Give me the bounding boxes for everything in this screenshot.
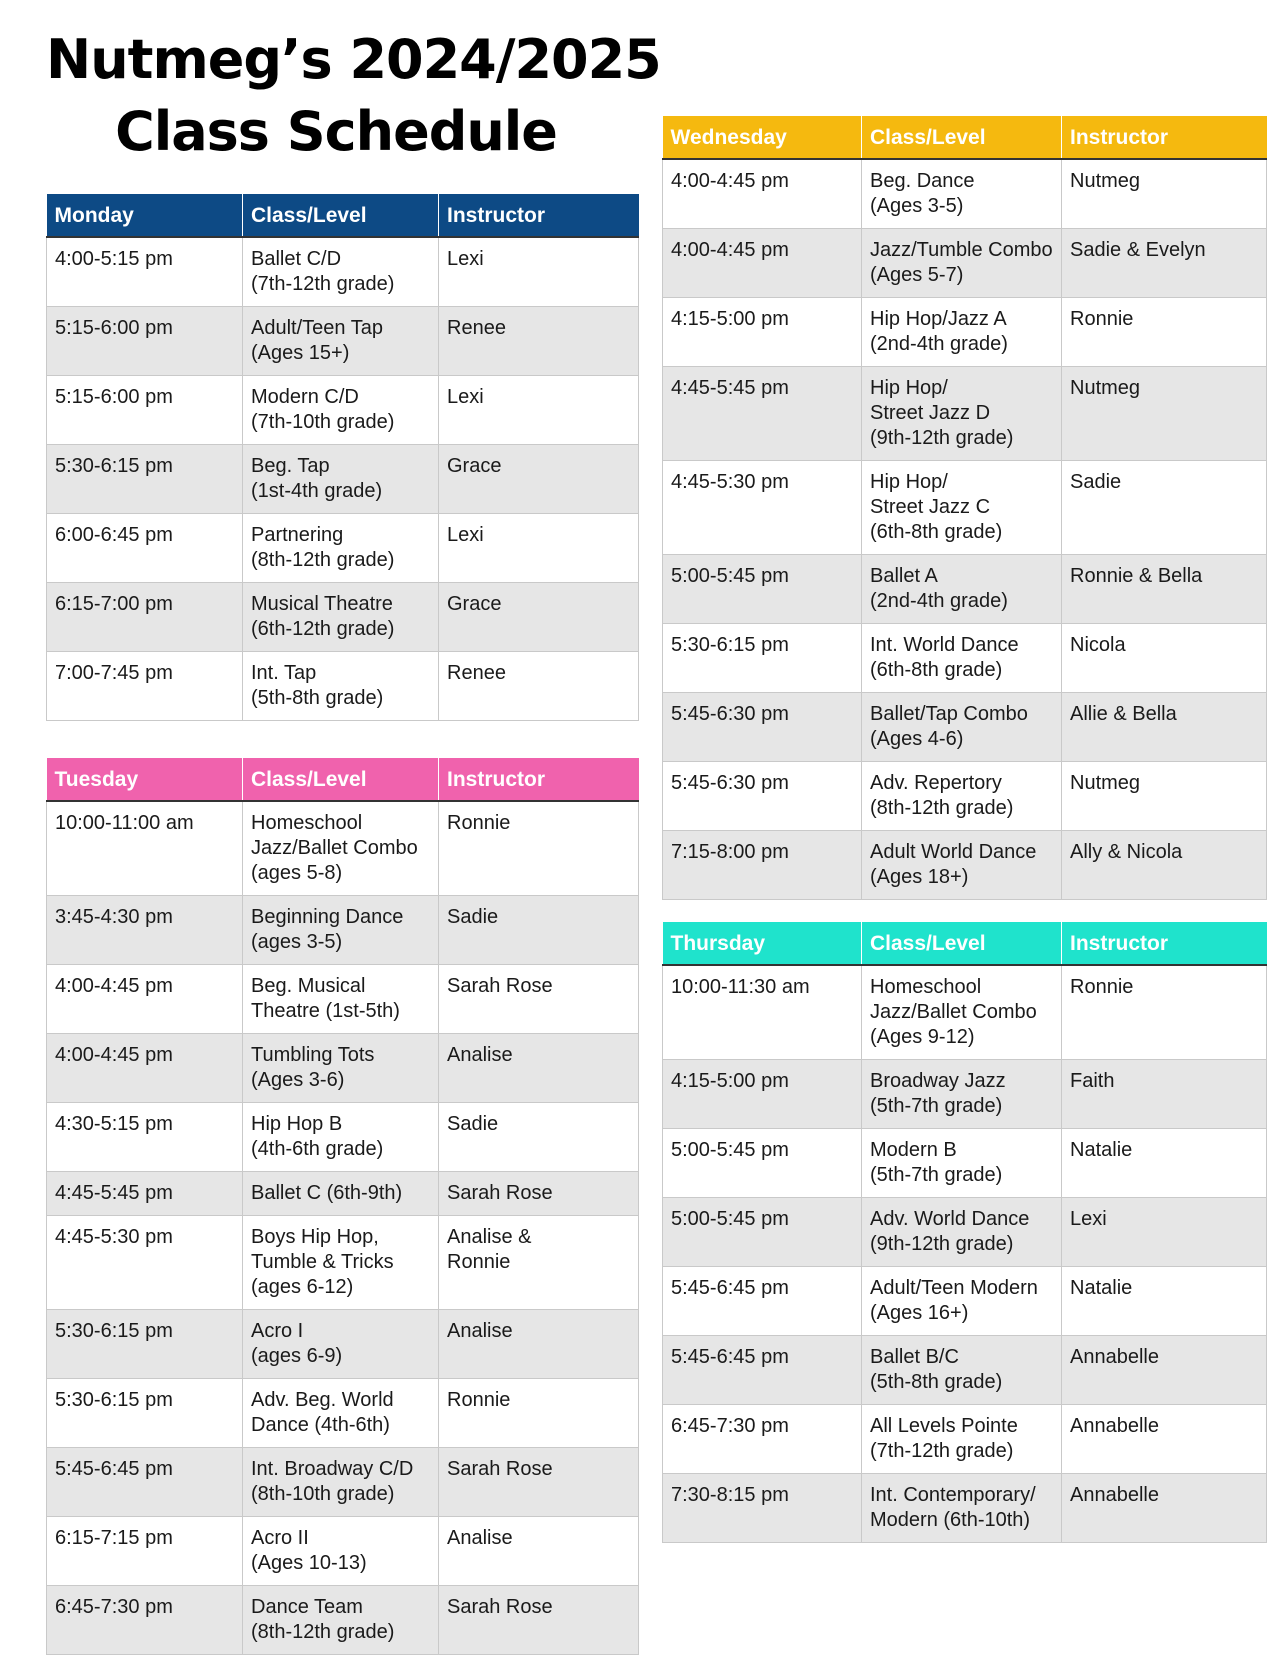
table-row: [47, 445, 639, 514]
cell-time: 6:15-7:00 pm: [47, 583, 243, 652]
cell-class-level: Adult/Teen Tap (Ages 15+): [243, 307, 439, 376]
cell-instructor: Nicola: [1062, 624, 1267, 693]
cell-class-level: Acro I (ages 6-9): [243, 1310, 439, 1379]
cell-time: 5:45-6:30 pm: [663, 762, 862, 831]
table-row: [663, 1336, 1267, 1405]
cell-instructor: Lexi: [439, 514, 639, 583]
table-row: [47, 1517, 639, 1586]
header-instructor: Instructor: [439, 194, 639, 237]
cell-instructor: Ronnie: [1062, 965, 1267, 1060]
cell-time: 4:45-5:30 pm: [47, 1216, 243, 1310]
tuesday-schedule-table: [46, 758, 639, 1655]
cell-time: 7:15-8:00 pm: [663, 831, 862, 900]
cell-time: 4:00-4:45 pm: [663, 159, 862, 229]
cell-class-level: Beg. Dance (Ages 3-5): [862, 159, 1062, 229]
cell-instructor: Lexi: [1062, 1198, 1267, 1267]
cell-class-level: Ballet/Tap Combo (Ages 4-6): [862, 693, 1062, 762]
cell-time: 6:45-7:30 pm: [47, 1586, 243, 1655]
header-time: Monday: [47, 194, 243, 237]
cell-class-level: Partnering (8th-12th grade): [243, 514, 439, 583]
cell-instructor: Sadie: [439, 896, 639, 965]
cell-class-level: Beg. Tap (1st-4th grade): [243, 445, 439, 514]
table-row: [663, 965, 1267, 1060]
cell-time: 5:45-6:30 pm: [663, 693, 862, 762]
table-row: [47, 237, 639, 307]
table-row: [663, 298, 1267, 367]
cell-class-level: Hip Hop B (4th-6th grade): [243, 1103, 439, 1172]
cell-instructor: Sadie: [1062, 461, 1267, 555]
table-row: [47, 965, 639, 1034]
cell-instructor: Sadie & Evelyn: [1062, 229, 1267, 298]
cell-instructor: Analise & Ronnie: [439, 1216, 639, 1310]
cell-class-level: Homeschool Jazz/Ballet Combo (ages 5-8): [243, 801, 439, 896]
table-row: [47, 652, 639, 721]
cell-class-level: Ballet C/D (7th-12th grade): [243, 237, 439, 307]
cell-instructor: Sadie: [439, 1103, 639, 1172]
title-line-2: Class Schedule: [115, 100, 557, 163]
cell-class-level: Modern B (5th-7th grade): [862, 1129, 1062, 1198]
cell-time: 5:30-6:15 pm: [47, 1310, 243, 1379]
thursday-schedule-table: [662, 922, 1267, 1543]
cell-time: 5:00-5:45 pm: [663, 555, 862, 624]
cell-time: 4:15-5:00 pm: [663, 298, 862, 367]
table-header-row: [663, 116, 1267, 159]
table-row: [663, 693, 1267, 762]
table-row: [663, 555, 1267, 624]
table-row: [47, 583, 639, 652]
cell-instructor: Sarah Rose: [439, 965, 639, 1034]
cell-class-level: Adv. Repertory (8th-12th grade): [862, 762, 1062, 831]
cell-instructor: Annabelle: [1062, 1474, 1267, 1543]
cell-time: 5:15-6:00 pm: [47, 307, 243, 376]
cell-instructor: Grace: [439, 445, 639, 514]
table-row: [47, 1379, 639, 1448]
cell-instructor: Renee: [439, 652, 639, 721]
cell-time: 7:30-8:15 pm: [663, 1474, 862, 1543]
cell-instructor: Ally & Nicola: [1062, 831, 1267, 900]
cell-class-level: Adv. World Dance (9th-12th grade): [862, 1198, 1062, 1267]
cell-time: 5:00-5:45 pm: [663, 1198, 862, 1267]
cell-class-level: Int. Contemporary/ Modern (6th-10th): [862, 1474, 1062, 1543]
table-row: [47, 1448, 639, 1517]
table-row: [663, 1129, 1267, 1198]
table-row: [663, 159, 1267, 229]
table-row: [663, 229, 1267, 298]
cell-class-level: Ballet C (6th-9th): [243, 1172, 439, 1216]
cell-time: 5:30-6:15 pm: [47, 1379, 243, 1448]
header-instructor: Instructor: [439, 758, 639, 801]
table-row: [663, 1267, 1267, 1336]
header-class-level: Class/Level: [862, 922, 1062, 965]
cell-class-level: Hip Hop/Jazz A (2nd-4th grade): [862, 298, 1062, 367]
table-row: [47, 896, 639, 965]
cell-instructor: Analise: [439, 1034, 639, 1103]
cell-time: 5:00-5:45 pm: [663, 1129, 862, 1198]
cell-instructor: Faith: [1062, 1060, 1267, 1129]
cell-instructor: Ronnie & Bella: [1062, 555, 1267, 624]
cell-class-level: Int. World Dance (6th-8th grade): [862, 624, 1062, 693]
cell-instructor: Lexi: [439, 376, 639, 445]
cell-time: 5:30-6:15 pm: [663, 624, 862, 693]
table-row: [47, 1034, 639, 1103]
table-row: [47, 1172, 639, 1216]
cell-instructor: Grace: [439, 583, 639, 652]
cell-time: 5:45-6:45 pm: [663, 1336, 862, 1405]
cell-class-level: Broadway Jazz (5th-7th grade): [862, 1060, 1062, 1129]
cell-time: 4:00-4:45 pm: [47, 965, 243, 1034]
table-row: [47, 376, 639, 445]
cell-instructor: Lexi: [439, 237, 639, 307]
cell-time: 5:45-6:45 pm: [663, 1267, 862, 1336]
cell-class-level: Hip Hop/ Street Jazz D (9th-12th grade): [862, 367, 1062, 461]
cell-instructor: Annabelle: [1062, 1405, 1267, 1474]
table-row: [47, 514, 639, 583]
cell-time: 5:45-6:45 pm: [47, 1448, 243, 1517]
cell-instructor: Sarah Rose: [439, 1448, 639, 1517]
cell-instructor: Allie & Bella: [1062, 693, 1267, 762]
monday-schedule-table: [46, 194, 639, 721]
cell-time: 4:00-4:45 pm: [663, 229, 862, 298]
cell-instructor: Ronnie: [439, 801, 639, 896]
cell-class-level: Homeschool Jazz/Ballet Combo (Ages 9-12): [862, 965, 1062, 1060]
header-time: Tuesday: [47, 758, 243, 801]
cell-instructor: Analise: [439, 1310, 639, 1379]
table-row: [663, 461, 1267, 555]
header-class-level: Class/Level: [243, 758, 439, 801]
cell-time: 4:00-4:45 pm: [47, 1034, 243, 1103]
cell-class-level: Tumbling Tots (Ages 3-6): [243, 1034, 439, 1103]
cell-time: 10:00-11:30 am: [663, 965, 862, 1060]
cell-class-level: Adv. Beg. World Dance (4th-6th): [243, 1379, 439, 1448]
page-title: [46, 24, 661, 168]
cell-time: 4:00-5:15 pm: [47, 237, 243, 307]
table-header-row: [47, 194, 639, 237]
cell-class-level: Acro II (Ages 10-13): [243, 1517, 439, 1586]
cell-class-level: Ballet B/C (5th-8th grade): [862, 1336, 1062, 1405]
header-class-level: Class/Level: [243, 194, 439, 237]
cell-time: 5:15-6:00 pm: [47, 376, 243, 445]
cell-time: 5:30-6:15 pm: [47, 445, 243, 514]
table-row: [663, 1198, 1267, 1267]
table-header-row: [663, 922, 1267, 965]
table-row: [47, 1586, 639, 1655]
cell-class-level: Dance Team (8th-12th grade): [243, 1586, 439, 1655]
cell-class-level: All Levels Pointe (7th-12th grade): [862, 1405, 1062, 1474]
cell-instructor: Sarah Rose: [439, 1586, 639, 1655]
cell-instructor: Ronnie: [1062, 298, 1267, 367]
cell-class-level: Musical Theatre (6th-12th grade): [243, 583, 439, 652]
cell-class-level: Hip Hop/ Street Jazz C (6th-8th grade): [862, 461, 1062, 555]
table-row: [47, 801, 639, 896]
table-header-row: [47, 758, 639, 801]
cell-class-level: Beg. Musical Theatre (1st-5th): [243, 965, 439, 1034]
cell-class-level: Jazz/Tumble Combo (Ages 5-7): [862, 229, 1062, 298]
cell-time: 10:00-11:00 am: [47, 801, 243, 896]
cell-time: 4:45-5:45 pm: [663, 367, 862, 461]
cell-class-level: Ballet A (2nd-4th grade): [862, 555, 1062, 624]
header-instructor: Instructor: [1062, 116, 1267, 159]
table-row: [663, 624, 1267, 693]
cell-time: 4:15-5:00 pm: [663, 1060, 862, 1129]
cell-class-level: Beginning Dance (ages 3-5): [243, 896, 439, 965]
cell-time: 4:45-5:30 pm: [663, 461, 862, 555]
cell-instructor: Ronnie: [439, 1379, 639, 1448]
cell-instructor: Annabelle: [1062, 1336, 1267, 1405]
cell-class-level: Modern C/D (7th-10th grade): [243, 376, 439, 445]
cell-class-level: Adult World Dance (Ages 18+): [862, 831, 1062, 900]
cell-instructor: Renee: [439, 307, 639, 376]
cell-instructor: Analise: [439, 1517, 639, 1586]
cell-class-level: Boys Hip Hop, Tumble & Tricks (ages 6-12): [243, 1216, 439, 1310]
table-row: [47, 1103, 639, 1172]
table-row: [47, 1310, 639, 1379]
cell-class-level: Int. Tap (5th-8th grade): [243, 652, 439, 721]
table-row: [663, 1405, 1267, 1474]
cell-time: 6:15-7:15 pm: [47, 1517, 243, 1586]
header-instructor: Instructor: [1062, 922, 1267, 965]
cell-instructor: Nutmeg: [1062, 367, 1267, 461]
table-row: [663, 367, 1267, 461]
cell-time: 3:45-4:30 pm: [47, 896, 243, 965]
header-class-level: Class/Level: [862, 116, 1062, 159]
cell-time: 4:45-5:45 pm: [47, 1172, 243, 1216]
cell-time: 6:45-7:30 pm: [663, 1405, 862, 1474]
cell-time: 6:00-6:45 pm: [47, 514, 243, 583]
cell-instructor: Nutmeg: [1062, 762, 1267, 831]
cell-class-level: Adult/Teen Modern (Ages 16+): [862, 1267, 1062, 1336]
cell-instructor: Natalie: [1062, 1267, 1267, 1336]
cell-instructor: Natalie: [1062, 1129, 1267, 1198]
table-row: [663, 831, 1267, 900]
table-row: [47, 307, 639, 376]
table-row: [663, 1474, 1267, 1543]
wednesday-schedule-table: [662, 116, 1267, 900]
header-time: Wednesday: [663, 116, 862, 159]
cell-class-level: Int. Broadway C/D (8th-10th grade): [243, 1448, 439, 1517]
cell-time: 4:30-5:15 pm: [47, 1103, 243, 1172]
cell-time: 7:00-7:45 pm: [47, 652, 243, 721]
cell-instructor: Sarah Rose: [439, 1172, 639, 1216]
title-line-1: Nutmeg’s 2024/2025: [46, 28, 661, 91]
table-row: [47, 1216, 639, 1310]
table-row: [663, 762, 1267, 831]
cell-instructor: Nutmeg: [1062, 159, 1267, 229]
table-row: [663, 1060, 1267, 1129]
header-time: Thursday: [663, 922, 862, 965]
